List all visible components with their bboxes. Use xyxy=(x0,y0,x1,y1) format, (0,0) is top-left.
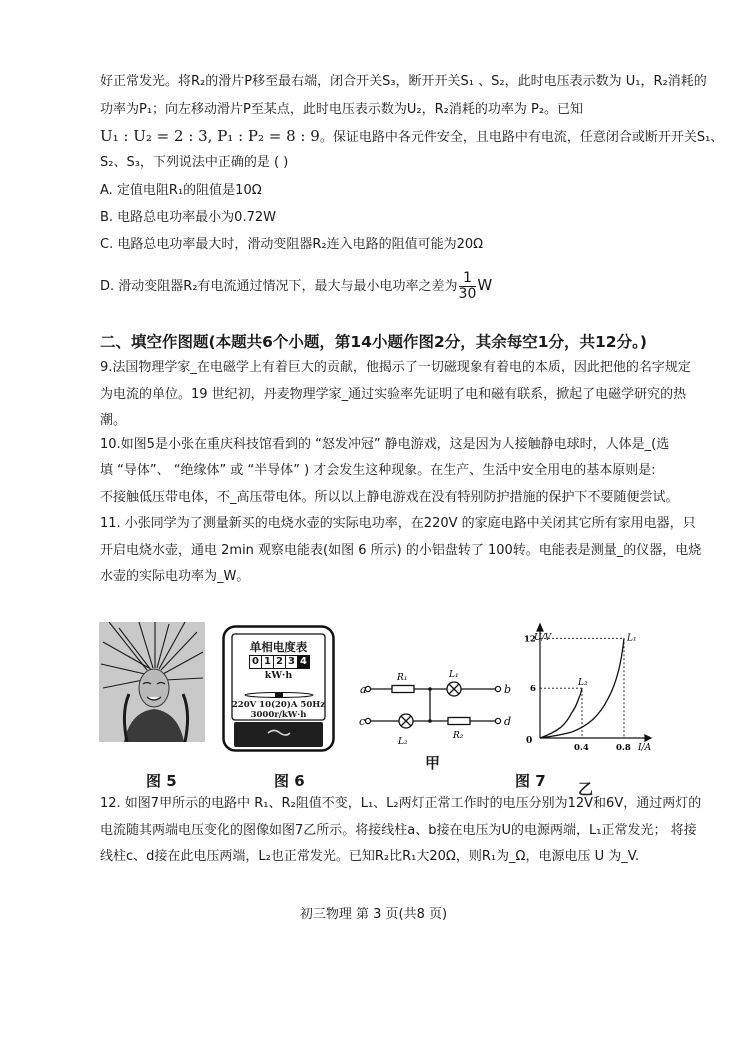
q8-line-3-tail: 。保证电路中各元件安全，且电路中有电流，任意闭合或断开开关S₁、 xyxy=(319,130,724,145)
q9-line-2: 为电流的单位。19 世纪初，丹麦物理学家_通过实验率先证明了电和磁有联系，掀起了电磁学研究的热 xyxy=(100,387,687,402)
figure-6-caption: 图 6 xyxy=(274,772,305,790)
q8-line-3 xyxy=(100,128,723,146)
meter-digit: 4 xyxy=(298,655,310,669)
figure-7-circuit xyxy=(356,664,512,750)
r1-resistor xyxy=(392,686,414,693)
q12-line-1: 12. 如图7甲所示的电路中 R₁、R₂阻值不变，L₁、L₂两灯正常工作时的电压分别为12V和6V，通过两灯的 xyxy=(100,796,702,811)
figure-7-circuit-caption: 甲 xyxy=(425,754,441,772)
meter-digit: 0 xyxy=(249,655,262,669)
label-l2: L₂ xyxy=(398,737,408,747)
q10-line-2: 填 “导体”、 “绝缘体” 或 “半导体” ) 才会发生这种现象。在生产、生活中安全用电的基本原则是: xyxy=(100,463,656,478)
figure-5-photo xyxy=(99,622,205,742)
meter-unit: kW·h xyxy=(264,670,293,681)
q10-line-1: 10.如图5是小张在重庆科技馆看到的 “怒发冲冠” 静电游戏，这是因为人接触静电球时，人体是_(选 xyxy=(100,437,670,452)
y-axis-label: U/V xyxy=(534,633,552,643)
page-footer: 初三物理 第 3 页(共8 页) xyxy=(299,907,448,922)
meter-digit: 1 xyxy=(262,655,274,669)
option-a: A. 定值电阻R₁的阻值是10Ω xyxy=(100,183,262,198)
figure-7-chart-caption: 乙 xyxy=(578,780,594,798)
option-d-unit: W xyxy=(477,276,493,294)
option-b: B. 电路总电功率最小为0.72W xyxy=(100,210,276,225)
meter-rating: 220V 10(20)A 50Hz xyxy=(231,700,326,710)
q11-line-1: 11. 小张同学为了测量新买的电烧水壶的实际电功率，在220V 的家庭电路中关闭其它所有家用电器，只 xyxy=(100,516,696,531)
terminal-d: d xyxy=(504,715,512,728)
q8-line-1: 好正常发光。将R₂的滑片P移至最右端，闭合开关S₃，断开开关S₁ 、S₂，此时电压表示数为 U₁，R₂消耗的 xyxy=(100,74,707,89)
series-label: L₂ xyxy=(578,678,588,689)
r2-resistor xyxy=(448,718,470,725)
series-label: L₁ xyxy=(627,633,637,644)
q9-line-1: 9.法国物理学家_在电磁学上有着巨大的贡献，他揭示了一切磁现象有着电的本质，因此把他的名字规定 xyxy=(100,360,691,375)
figure-6-meter xyxy=(222,625,335,752)
label-l1: L₁ xyxy=(449,670,459,680)
section-2-heading: 二、填空作图题(本题共6个小题，第14小题作图2分，其余每空1分，共12分。) xyxy=(100,333,647,351)
q10-line-3: 不接触低压带电体，不_高压带电体。所以以上静电游戏在没有特别防护措施的保护下不要随便尝试。 xyxy=(100,490,679,505)
q12-line-3: 线柱c、d接在此电压两端，L₂也正常发光。已知R₂比R₁大20Ω，则R₁为_Ω，电源电压 U 为_V. xyxy=(100,849,640,864)
y-tick-label: 12 xyxy=(524,634,536,645)
figure-7-chart xyxy=(512,622,662,757)
y-tick-label: 6 xyxy=(530,684,536,695)
meter-digit: 3 xyxy=(286,655,298,669)
y-axis-arrow xyxy=(537,624,543,631)
origin-label: 0 xyxy=(526,736,533,746)
q8-ratio: U₁ : U₂ = 2 : 3, P₁ : P₂ = 8 : 9 xyxy=(100,127,320,145)
q8-line-4: S₂、S₃，下列说法中正确的是 ( ) xyxy=(100,155,289,170)
q11-line-3: 水壶的实际电功率为_W。 xyxy=(100,569,250,584)
label-r2: R₂ xyxy=(453,731,464,741)
x-axis-label: I/A xyxy=(638,743,652,753)
chart-series-labels xyxy=(577,633,637,688)
meter-digits xyxy=(249,655,310,669)
q9-line-3: 潮。 xyxy=(100,413,127,428)
q12-line-2: 电流随其两端电压变化的图像如图7乙所示。将接线柱a、b接在电压为U的电源两端，L₁正常发光； 将接 xyxy=(100,823,697,838)
figure-7-caption: 图 7 xyxy=(515,772,546,790)
fraction-denominator: 30 xyxy=(458,286,477,302)
terminal-b: b xyxy=(504,683,512,696)
meter-revolutions: 3000r/kW·h xyxy=(250,710,307,720)
terminal-a: a xyxy=(360,683,367,696)
figure-5-caption: 图 5 xyxy=(146,772,177,790)
option-d-fraction xyxy=(459,271,477,302)
terminal-c: c xyxy=(359,715,366,728)
fraction-numerator: 1 xyxy=(459,271,477,287)
option-d-text: D. 滑动变阻器R₂有电流通过情况下，最大与最小电功率之差为 xyxy=(100,279,458,294)
q11-line-2: 开启电烧水壶，通电 2min 观察电能表(如图 6 所示) 的小铝盘转了 100转。电能表是测量_的仪器，电烧 xyxy=(100,543,702,558)
meter-title: 单相电度表 xyxy=(249,640,308,654)
x-tick-label: 0.8 xyxy=(616,743,631,753)
option-d xyxy=(100,265,492,307)
x-tick-label: 0.4 xyxy=(574,743,589,753)
option-c: C. 电路总电功率最大时，滑动变阻器R₂连入电路的阻值可能为20Ω xyxy=(100,237,484,252)
meter-digit: 2 xyxy=(274,655,286,669)
q8-line-2: 功率为P₁；向左移动滑片P至某点，此时电压表示数为U₂，R₂消耗的功率为 P₂。已知 xyxy=(100,102,584,117)
label-r1: R₁ xyxy=(397,673,408,683)
x-axis-arrow xyxy=(645,735,651,741)
